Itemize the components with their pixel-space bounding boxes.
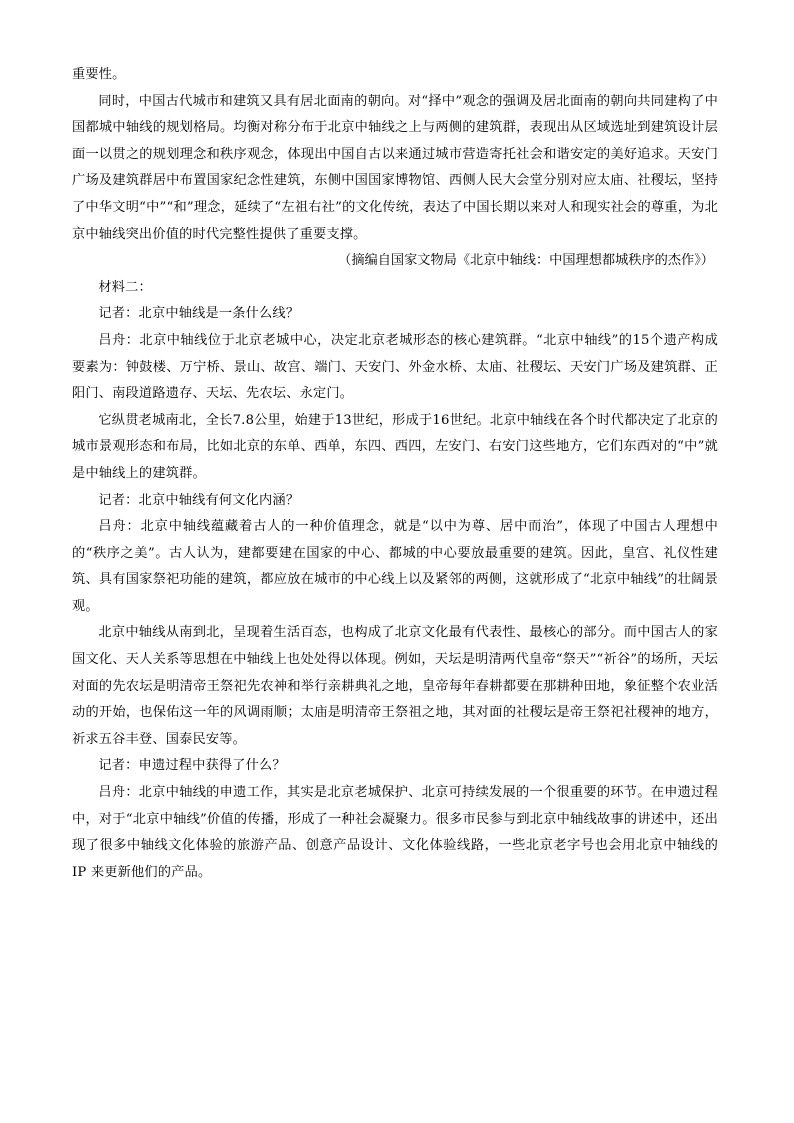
interview-answer-3: 吕舟：北京中轴线的申遗工作，其实是北京老城保护、北京可持续发展的一个很重要的环节。在申遗过程中，对于“北京中轴线”价值的传播，形成了一种社会凝聚力。很多市民参与到北京中轴线故事的讲述中，还出现了很多中轴线文化体验的旅游产品、创意产品设计、文化体验线路，一些北京老字号也会用北京中轴线的 IP 来更新他们的产品。 [72,785,718,880]
paragraph-axis-orientation: 同时，中国古代城市和建筑又具有居北面南的朝向。对“择中”观念的强调及居北面南的朝向共同建构了中国都城中轴线的规划格局。均衡对称分布于北京中轴线之上与两侧的建筑群，表现出从区域选址到建筑设计层面一以贯之的规划理念和秩序观念，体现出中国自古以来通过城市营造寄托社会和谐安定的美好追求。天安门广场及建筑群居中布置国家纪念性建筑，东侧中国国家博物馆、西侧人民大会堂分别对应太庙、社稷坛，坚持了中华文明“中”“和”理念，延续了“左祖右社”的文化传统，表达了中国长期以来对人和现实社会的尊重，为北京中轴线突出价值的时代完整性提供了重要支撑。 [72,93,718,242]
interview-question-2: 记者：北京中轴线有何文化内涵？ [98,492,300,508]
paragraph-continuation: 重要性。 [72,67,126,82]
interview-answer-1: 吕舟：北京中轴线位于北京老城中心，决定北京老城形态的核心建筑群。“北京中轴线”的15个遗产构成要素为：钟鼓楼、万宁桥、景山、故宫、端门、天安门、外金水桥、太庙、社稷坛、天安门广场及建筑群、正阳门、南段道路遗存、天坛、先农坛、永定门。 [72,332,718,402]
document-body [72,62,718,886]
interview-answer-2-continued: 北京中轴线从南到北，呈现着生活百态，也构成了北京文化最有代表性、最核心的部分。而中国古人的家国文化、天人关系等思想在中轴线上也处处得以体现。例如，天坛是明清两代皇帝“祭天”“祈谷”的场所，天坛对面的先农坛是明清帝王祭祀先农神和举行亲耕典礼之地，皇帝每年春耕都要在那耕种田地，象征整个农业活动的开始，也保佑这一年的风调雨顺；太庙是明清帝王祭祖之地，其对面的社稷坛是帝王祭祀社稷神的地方，祈求五谷丰登、国泰民安等。 [72,625,718,747]
interview-question-3: 记者：申遗过程中获得了什么？ [98,758,286,774]
interview-answer-2: 吕舟：北京中轴线蕴藏着古人的一种价值理念，就是“以中为尊、居中而治”，体现了中国古人理想中的“秩序之美”。古人认为，建都要建在国家的中心、都城的中心要放最重要的建筑。因此，皇宫、礼仪性建筑、具有国家祭祀功能的建筑，都应放在城市的中心线上以及紧邻的两侧，这就形成了“北京中轴线”的壮阔景观。 [72,519,718,614]
interview-answer-1-continued: 它纵贯老城南北，全长7.8公里，始建于13世纪，形成于16世纪。北京中轴线在各个时代都决定了北京的城市景观形态和布局，比如北京的东单、西单，东四、西四，左安门、右安门这些地方，它们东西对的“中”就是中轴线上的建筑群。 [72,412,718,481]
material-two-heading: 材料二： [98,279,152,295]
source-citation: （摘编自国家文物局《北京中轴线：中国理想都城秩序的杰作》） [338,253,714,269]
interview-question-1: 记者：北京中轴线是一条什么线？ [98,306,300,322]
